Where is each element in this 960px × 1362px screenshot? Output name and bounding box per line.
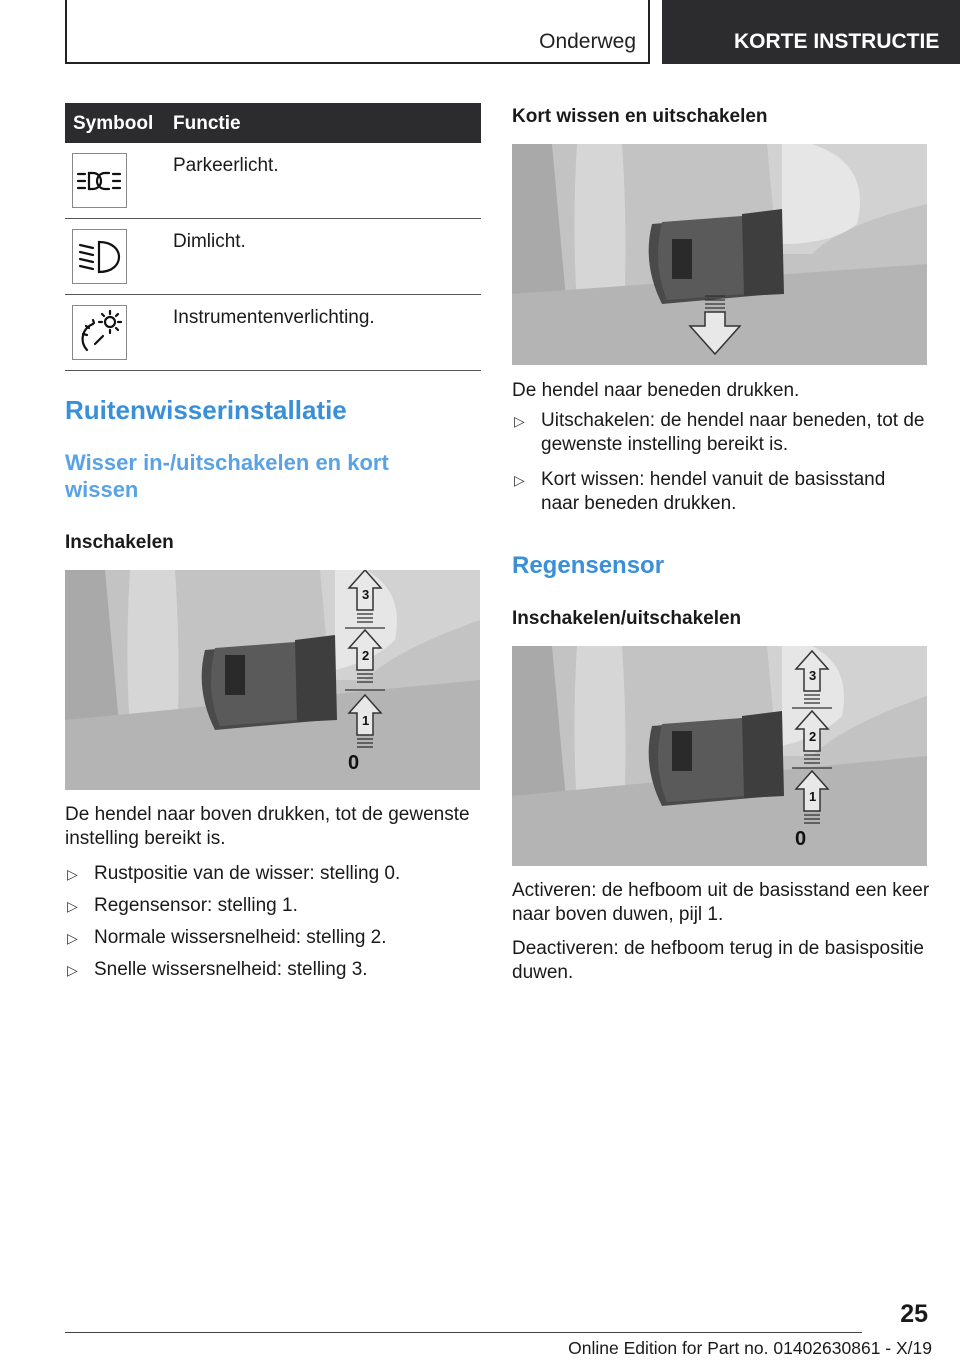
table-row [65,143,481,219]
subsection-heading-wiper-switch: Wisser in-/uitschakelen en kort wissen [65,450,389,502]
table-row [65,219,481,295]
bullet-triangle-icon: ▷ [67,898,78,914]
section-heading-wipers: Ruitenwisserinstallatie [65,395,347,425]
column-header-function: Functie [173,113,241,134]
list-item: ▷ Kort wissen: hendel vanuit de basisstand naar beneden drukken. [514,469,886,514]
heading-switch-on: Inschakelen [65,532,174,553]
figure-label: 2 [362,648,370,663]
function-text: Dimlicht. [173,231,246,252]
paragraph-push-down: De hendel naar beneden drukken. [512,380,800,401]
list-item: ▷ Uitschakelen: de hendel naar beneden, tot de gewenste instelling bereikt is. [514,410,925,455]
figure-label: 1 [362,713,370,728]
list-item: ▷ Normale wissersnelheid: stelling 2. [67,927,387,948]
bullet-triangle-icon: ▷ [514,472,525,488]
chapter-tab[interactable]: KORTE INSTRUCTIE [662,0,960,64]
list-item: ▷ Regensensor: stelling 1. [67,895,298,916]
figure-label: 3 [362,587,370,602]
figure-labels [512,646,927,866]
paragraph-intro: De hendel naar boven drukken, tot de gewenste instelling bereikt is. [65,804,470,849]
header-rule-left [65,0,67,64]
figure-label: 3 [809,668,817,683]
header-rule-right [648,0,650,64]
low-beam-icon [72,229,127,284]
column-header-symbol: Symbool [73,113,154,134]
instrument-lighting-icon [72,305,127,360]
function-text: Instrumentenverlichting. [173,307,375,328]
footer-edition: Online Edition for Part no. 01402630861 - X/19 [568,1338,932,1358]
figure-label: 1 [809,789,817,804]
figure-labels [65,570,480,790]
section-title: Onderweg [539,30,636,53]
list-item: ▷ Snelle wissersnelheid: stelling 3. [67,959,368,980]
figure-label: 0 [348,752,360,774]
header-rule [65,62,650,64]
bullet-triangle-icon: ▷ [67,866,78,882]
bullet-triangle-icon: ▷ [67,930,78,946]
bullet-triangle-icon: ▷ [67,962,78,978]
heading-on-off: Inschakelen/uitschakelen [512,608,742,629]
table-row [65,295,481,371]
page-number: 25 [900,1300,928,1328]
parking-light-icon [72,153,127,208]
figure-label: 2 [809,729,817,744]
figure-label: 0 [795,828,807,850]
function-text: Parkeerlicht. [173,155,279,176]
symbol-table [65,103,481,371]
paragraph-deactivate: Deactiveren: de hefboom terug in de basispositie duwen. [512,938,924,983]
list-item: ▷ Rustpositie van de wisser: stelling 0. [67,863,401,884]
heading-short-wipe: Kort wissen en uitschakelen [512,106,768,127]
figure-wiper-lever-down [512,144,927,365]
paragraph-activate: Activeren: de hefboom uit de basisstand een keer naar boven duwen, pijl 1. [512,880,930,925]
table-header [65,103,481,143]
bullet-triangle-icon: ▷ [514,413,525,429]
section-heading-rain-sensor: Regensensor [512,552,665,579]
footer-rule [65,1332,862,1333]
